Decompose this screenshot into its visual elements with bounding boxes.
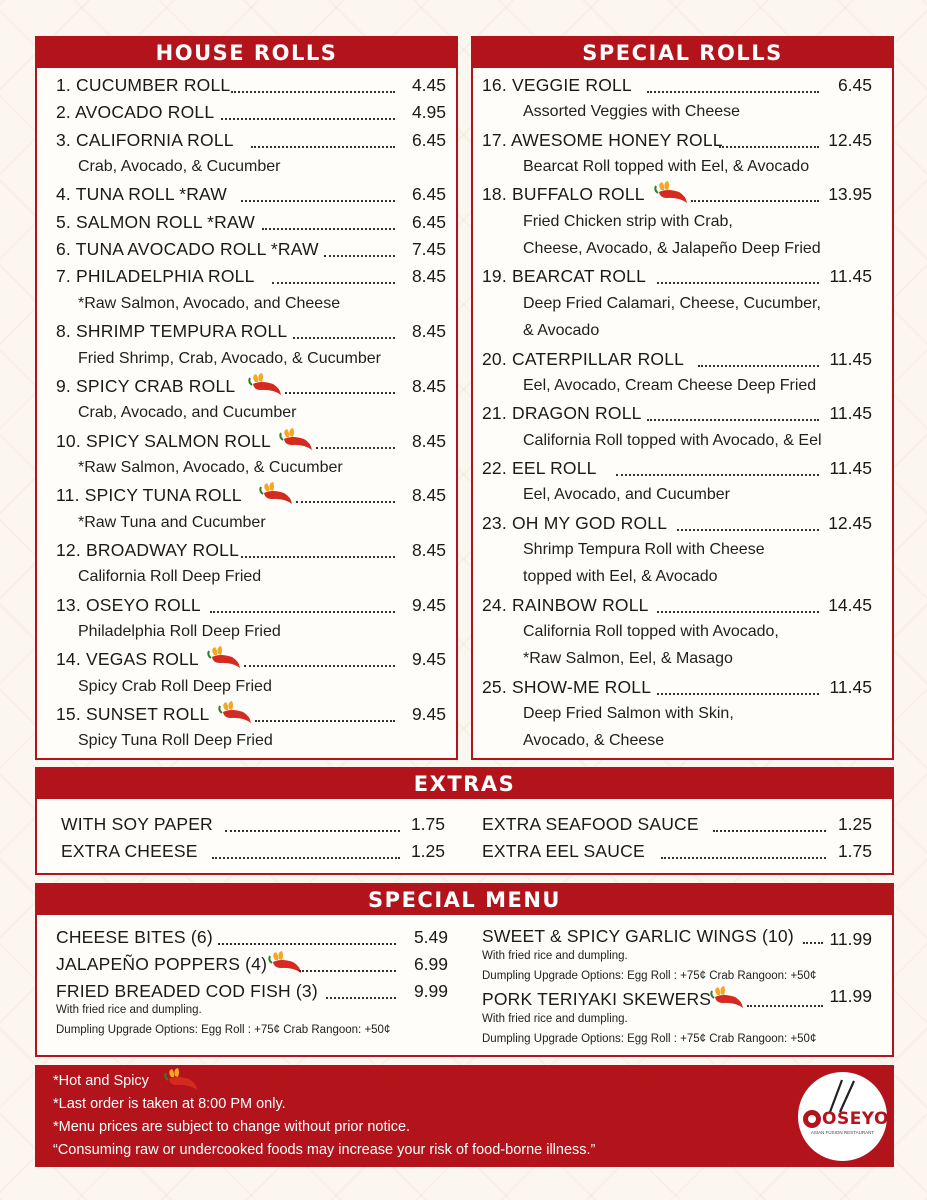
menu-item — [473, 181, 892, 207]
item-price: 9.45 — [411, 649, 446, 670]
item-name: 6. TUNA AVOCADO ROLL *RAW — [56, 239, 319, 260]
menu-item — [37, 428, 456, 454]
item-description-row — [473, 537, 892, 563]
hot-chili-icon — [163, 1068, 199, 1094]
item-description-row — [473, 373, 892, 399]
item-name: 19. BEARCAT ROLL — [482, 266, 647, 287]
item-note: With fried rice and dumpling. — [56, 1004, 202, 1016]
item-note: With fried rice and dumpling. — [482, 950, 628, 962]
item-price: 11.45 — [829, 457, 872, 478]
item-description: Spicy Tuna Roll Deep Fried — [78, 732, 273, 750]
item-price: 6.45 — [411, 184, 446, 205]
menu-item — [37, 72, 456, 98]
item-description-row — [473, 209, 892, 235]
item-description: Deep Fried Calamari, Cheese, Cucumber, — [523, 294, 821, 312]
item-price: 11.45 — [829, 676, 872, 697]
hot-chili-icon — [247, 373, 283, 399]
item-description: Shrimp Tempura Roll with Cheese — [523, 540, 765, 558]
item-name: 23. OH MY GOD ROLL — [482, 512, 668, 533]
raw-food-warning: “Consuming raw or undercooked foods may increase your risk of food-borne illness.” — [53, 1142, 596, 1158]
item-description-row — [473, 482, 892, 508]
item-name: 20. CATERPILLAR ROLL — [482, 348, 685, 369]
leader-dots — [272, 263, 395, 284]
item-description: Spicy Crab Roll Deep Fried — [78, 677, 272, 695]
item-name: 24. RAINBOW ROLL — [482, 594, 649, 615]
item-description-row — [37, 291, 456, 317]
menu-item — [473, 72, 892, 98]
item-description-row — [473, 291, 892, 317]
item-description: Cheese, Avocado, & Jalapeño Deep Fried — [523, 240, 821, 258]
item-description: Eel, Avocado, Cream Cheese Deep Fried — [523, 376, 817, 394]
leader-dots — [262, 209, 395, 230]
item-name: 1. CUCUMBER ROLL — [56, 75, 231, 95]
hot-spicy-note: *Hot and Spicy — [53, 1073, 149, 1089]
leader-dots — [210, 592, 395, 613]
leader-dots — [698, 346, 819, 367]
item-price: 14.45 — [828, 594, 872, 615]
item-name: 9. SPICY CRAB ROLL — [56, 375, 236, 396]
item-price: 9.45 — [411, 704, 446, 725]
item-name: JALAPEÑO POPPERS (4) — [56, 954, 268, 974]
item-description-row — [37, 674, 456, 700]
menu-item — [473, 455, 892, 481]
item-price: 11.45 — [829, 403, 872, 424]
hot-chili-icon — [653, 181, 689, 207]
leader-dots — [241, 537, 395, 558]
item-description: & Avocado — [523, 322, 600, 340]
last-order-note: *Last order is taken at 8:00 PM only. — [53, 1096, 286, 1112]
special-menu-panel — [35, 883, 894, 1057]
footer-notes — [35, 1065, 894, 1167]
menu-item — [37, 263, 456, 289]
item-description: Fried Chicken strip with Crab, — [523, 212, 733, 230]
menu-item — [473, 400, 892, 426]
item-name: 12. BROADWAY ROLL — [56, 539, 239, 560]
leader-dots — [691, 181, 819, 202]
item-description: topped with Eel, & Avocado — [523, 568, 718, 586]
item-description: Eel, Avocado, and Cucumber — [523, 486, 730, 504]
item-description-row — [473, 701, 892, 727]
leader-dots — [241, 181, 395, 202]
item-description: *Raw Salmon, Avocado, & Cucumber — [78, 458, 343, 476]
item-name: 2. AVOCADO ROLL — [56, 102, 215, 123]
leader-dots — [221, 99, 396, 120]
item-upgrade: Dumpling Upgrade Options: Egg Roll : +75¢ Crab Rangoon: +50¢ — [56, 1024, 391, 1036]
item-description-row — [37, 564, 456, 590]
menu-item — [37, 482, 456, 508]
item-name: 8. SHRIMP TEMPURA ROLL — [56, 321, 288, 342]
special-rolls-panel — [471, 36, 894, 760]
item-name: 13. OSEYO ROLL — [56, 594, 201, 615]
item-name: 25. SHOW-ME ROLL — [482, 676, 652, 697]
menu-item — [37, 209, 456, 235]
menu-item — [37, 986, 892, 1012]
menu-item — [37, 373, 456, 399]
hot-chili-icon — [709, 986, 745, 1012]
item-description: *Raw Salmon, Avocado, and Cheese — [78, 294, 341, 312]
item-price: 13.95 — [828, 184, 872, 205]
item-price: 7.45 — [411, 239, 446, 260]
item-name: EXTRA SEAFOOD SAUCE — [482, 814, 699, 834]
menu-item — [37, 701, 456, 727]
item-description-row — [37, 728, 456, 754]
item-name: CHEESE BITES (6) — [56, 927, 213, 947]
leader-dots — [316, 428, 395, 449]
item-name: EXTRA CHEESE — [61, 841, 198, 861]
item-price: 8.45 — [411, 321, 446, 342]
item-price: 8.45 — [411, 539, 446, 560]
item-price: 8.45 — [411, 375, 446, 396]
item-description: Bearcat Roll topped with Eel, & Avocado — [523, 158, 810, 176]
item-price: 11.99 — [829, 986, 872, 1006]
item-description: California Roll Deep Fried — [78, 568, 262, 586]
hot-chili-icon — [206, 646, 242, 672]
item-price: 9.45 — [411, 594, 446, 615]
item-description-row — [473, 428, 892, 454]
menu-item — [37, 592, 456, 618]
item-name: 17. AWESOME HONEY ROLL — [482, 129, 723, 150]
leader-dots — [677, 510, 819, 531]
leader-dots — [747, 986, 823, 1007]
hot-chili-icon — [258, 482, 294, 508]
item-description-row — [473, 318, 892, 344]
item-description-row — [37, 346, 456, 372]
special-menu-title: SPECIAL MENU — [37, 885, 892, 915]
logo-tagline: ASIAN FUSION RESTAURANT — [810, 1130, 875, 1135]
item-description: California Roll topped with Avocado, & Eel — [523, 431, 822, 449]
item-price: 6.45 — [411, 211, 446, 232]
menu-item — [473, 127, 892, 153]
leader-dots — [803, 923, 823, 944]
leader-dots — [657, 263, 819, 284]
item-name: 7. PHILADELPHIA ROLL — [56, 266, 255, 287]
item-price: 5.49 — [413, 927, 448, 947]
item-description: California Roll topped with Avocado, — [523, 623, 779, 640]
item-description-row — [473, 564, 892, 590]
leader-dots — [255, 701, 396, 722]
menu-item — [37, 537, 456, 563]
item-price: 11.45 — [829, 348, 872, 369]
item-price: 12.45 — [828, 512, 872, 533]
menu-item — [37, 838, 892, 864]
item-name: 11. SPICY TUNA ROLL — [56, 485, 242, 506]
item-description: Crab, Avocado, and Cucumber — [78, 404, 297, 422]
item-price: 8.45 — [411, 485, 446, 506]
leader-dots — [231, 72, 395, 93]
item-description-row — [473, 646, 892, 672]
item-price: 6.45 — [837, 75, 872, 95]
leader-dots — [713, 811, 826, 832]
house-rolls-panel — [35, 36, 458, 760]
leader-dots — [296, 482, 395, 503]
menu-item — [37, 181, 456, 207]
item-price: 8.45 — [411, 430, 446, 451]
hot-chili-icon — [217, 701, 253, 727]
item-name: FRIED BREADED COD FISH (3) — [56, 981, 318, 1001]
menu-item — [37, 318, 456, 344]
item-price: 8.45 — [411, 266, 446, 287]
item-price: 6.99 — [413, 954, 448, 974]
item-name: 21. DRAGON ROLL — [482, 403, 642, 424]
leader-dots — [251, 127, 395, 148]
item-name: 18. BUFFALO ROLL — [482, 184, 645, 205]
item-upgrade: Dumpling Upgrade Options: Egg Roll : +75¢ Crab Rangoon: +50¢ — [482, 970, 817, 982]
item-name: 16. VEGGIE ROLL — [482, 75, 632, 95]
item-price: 9.99 — [413, 981, 448, 1001]
menu-item — [37, 923, 892, 949]
menu-item — [37, 646, 456, 672]
leader-dots — [657, 674, 819, 695]
item-description: *Raw Salmon, Eel, & Masago — [523, 650, 733, 668]
item-upgrade: Dumpling Upgrade Options: Egg Roll : +75¢ Crab Rangoon: +50¢ — [482, 1033, 817, 1045]
item-price: 1.75 — [837, 841, 872, 861]
menu-item — [37, 127, 456, 153]
item-description-row — [473, 236, 892, 262]
leader-dots — [647, 400, 820, 421]
item-description-row — [37, 154, 456, 180]
item-name: 3. CALIFORNIA ROLL — [56, 129, 234, 150]
item-description-row — [37, 619, 456, 645]
item-description-row — [473, 619, 892, 645]
item-description: Avocado, & Cheese — [523, 732, 665, 750]
item-description-row — [473, 728, 892, 754]
item-name: PORK TERIYAKI SKEWERS — [482, 989, 712, 1009]
extras-panel — [35, 767, 894, 875]
item-price: 1.75 — [410, 814, 445, 834]
logo-brand: OSEYO — [822, 1109, 889, 1129]
item-price: 1.25 — [410, 841, 445, 861]
item-name: 15. SUNSET ROLL — [56, 704, 210, 725]
oseyo-logo — [798, 1072, 887, 1161]
item-name: 5. SALMON ROLL *RAW — [56, 211, 255, 232]
special-rolls-title: SPECIAL ROLLS — [473, 38, 892, 68]
item-description: Assorted Veggies with Cheese — [523, 103, 741, 121]
item-description-row — [37, 400, 456, 426]
house-rolls-title: HOUSE ROLLS — [37, 38, 456, 68]
item-price: 1.25 — [837, 814, 872, 834]
leader-dots — [244, 646, 395, 667]
item-description: Deep Fried Salmon with Skin, — [523, 705, 734, 723]
item-description-row — [473, 99, 892, 125]
leader-dots — [324, 236, 396, 257]
item-description-row — [473, 154, 892, 180]
prices-note: *Menu prices are subject to change without prior notice. — [53, 1119, 411, 1135]
item-name: 10. SPICY SALMON ROLL — [56, 430, 271, 451]
item-description-row — [37, 510, 456, 536]
item-price: 11.99 — [829, 929, 872, 949]
item-description: *Raw Tuna and Cucumber — [78, 513, 266, 531]
item-description: Fried Shrimp, Crab, Avocado, & Cucumber — [78, 349, 381, 367]
item-name: SWEET & SPICY GARLIC WINGS (10) — [482, 926, 794, 946]
item-price: 4.95 — [411, 102, 446, 123]
leader-dots — [616, 455, 819, 476]
menu-item — [473, 592, 892, 618]
leader-dots — [299, 951, 396, 972]
leader-dots — [719, 127, 819, 148]
leader-dots — [285, 373, 395, 394]
leader-dots — [647, 72, 820, 93]
leader-dots — [293, 318, 395, 339]
extras-title: EXTRAS — [37, 769, 892, 799]
item-name: WITH SOY PAPER — [61, 814, 213, 834]
item-note: With fried rice and dumpling. — [482, 1013, 628, 1025]
item-description: Philadelphia Roll Deep Fried — [78, 623, 281, 640]
menu-item — [473, 346, 892, 372]
item-price: 11.45 — [829, 266, 872, 287]
hot-chili-icon — [267, 951, 303, 977]
menu-item — [37, 236, 456, 262]
item-price: 12.45 — [828, 129, 872, 150]
menu-item — [37, 811, 892, 837]
menu-item — [473, 510, 892, 536]
item-description: Crab, Avocado, & Cucumber — [78, 158, 281, 176]
menu-item — [473, 263, 892, 289]
item-name: 14. VEGAS ROLL — [56, 649, 199, 670]
item-name: 22. EEL ROLL — [482, 457, 597, 478]
item-name: 4. TUNA ROLL *RAW — [56, 184, 227, 205]
leader-dots — [657, 592, 819, 613]
item-description-row — [37, 455, 456, 481]
menu-item — [473, 674, 892, 700]
item-price: 6.45 — [411, 129, 446, 150]
leader-dots — [661, 838, 826, 859]
item-price: 4.45 — [411, 75, 446, 95]
hot-chili-icon — [278, 428, 314, 454]
item-name: EXTRA EEL SAUCE — [482, 841, 645, 861]
menu-item — [37, 99, 456, 125]
